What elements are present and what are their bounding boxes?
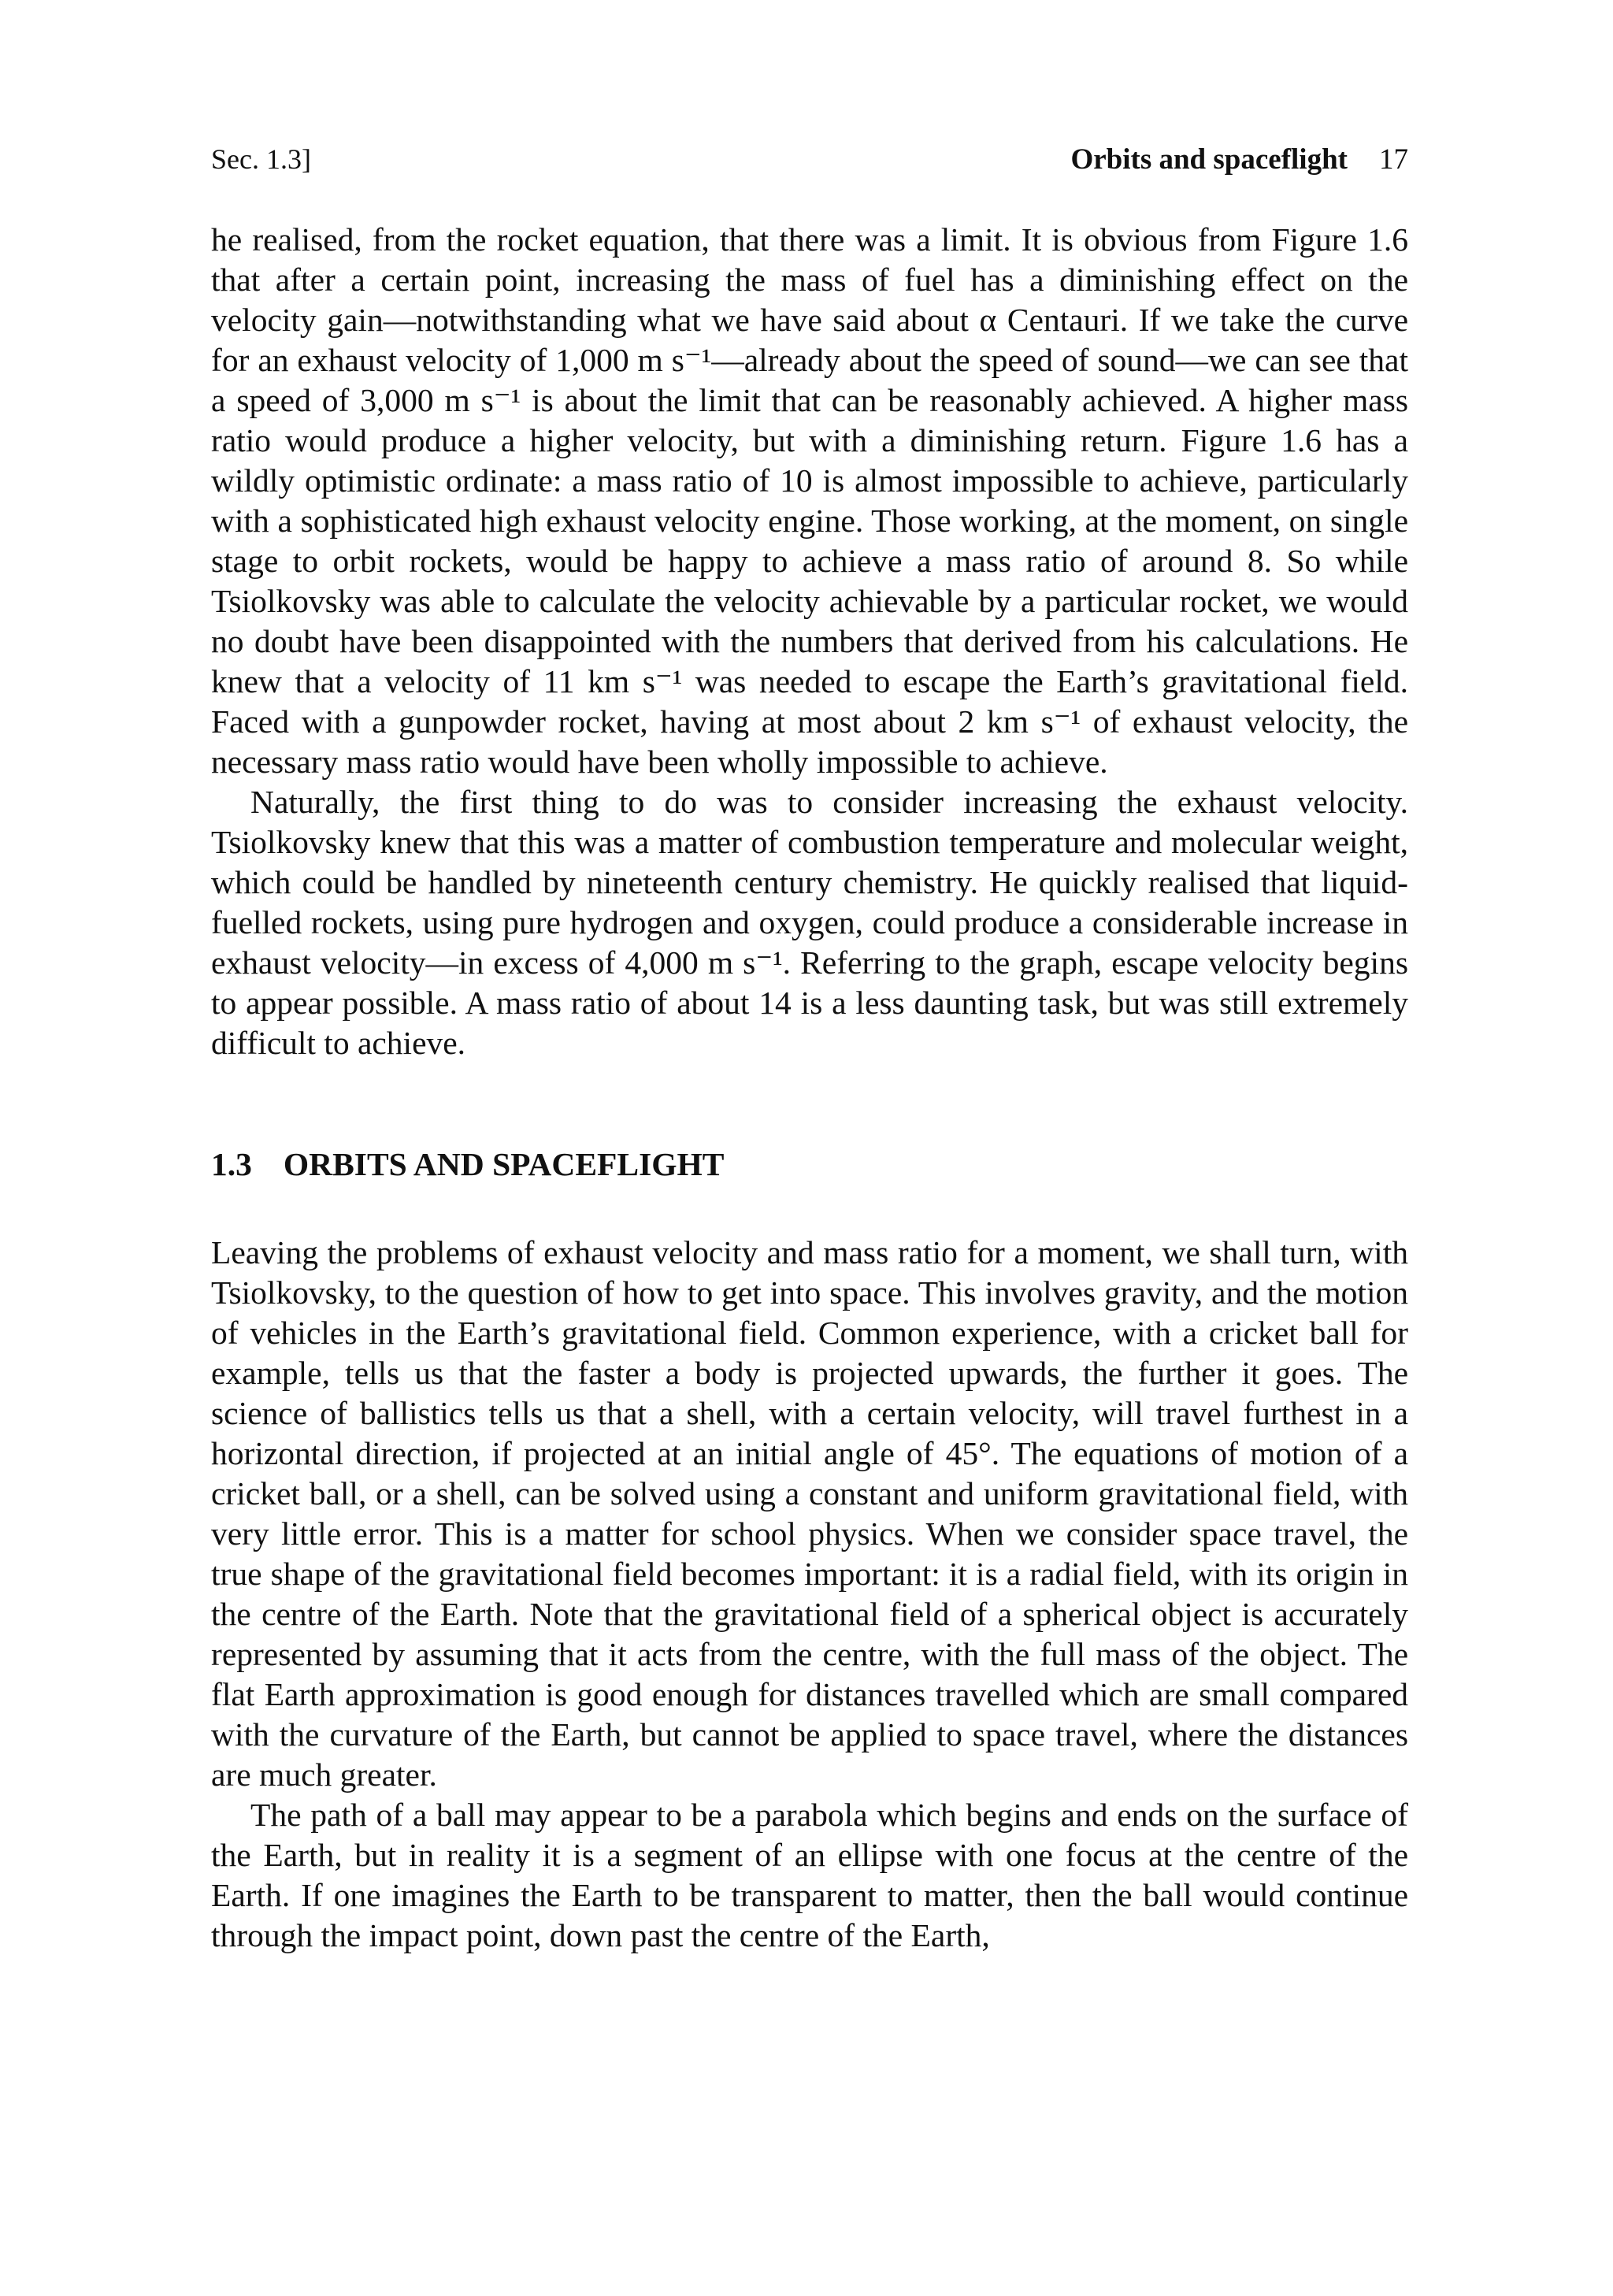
paragraph-gravity: Leaving the problems of exhaust velocity and mass ratio for a moment, we shall turn, with Tsiolkovsky, to the question of how to get into space. This involves gravity, and the motion of vehicles in the Earth’s gravitational field. Common experience, with a cricket ball for example, tells us that the faster a body is projected upwards, the further it goes. The science of ballistics tells us that a shell, with a certain velocity, will travel furthest in a horizontal direction, if projected at an initial angle of 45°. The equations of motion of a cricket ball, or a shell, can be solved using a constant and uniform gravitational field, with very little error. This is a matter for school physics. When we consider space travel, the true shape of the gravitational field becomes important: it is a radial field, with its origin in the centre of the Earth. Note that the gravitational field of a spherical object is accurately represented by assuming that it acts from the centre, with the full mass of the object. The flat Earth approximation is good enough for distances travelled which are small compared with the curvature of the Earth, but cannot be applied to space travel, where the distances are much greater. bbox=[211, 1234, 1408, 1793]
paragraph-ball-path: The path of a ball may appear to be a parabola which begins and ends on the surface of the Earth, but in reality it is a segment of an ellipse with one focus at the centre of the Earth. If one imagines the Earth to be transparent to matter, then the ball would continue through the impact point, down past the centre of the Earth, bbox=[211, 1797, 1408, 1953]
running-head-right bbox=[1070, 141, 1408, 179]
running-head bbox=[211, 140, 1408, 179]
section-reference: Sec. 1.3] bbox=[211, 143, 311, 175]
running-head-title: Orbits and spaceflight bbox=[1070, 143, 1348, 176]
section-number: 1.3 bbox=[211, 1146, 252, 1182]
section-title: ORBITS AND SPACEFLIGHT bbox=[283, 1146, 725, 1182]
paragraph-exhaust-velocity: Naturally, the first thing to do was to consider increasing the exhaust velocity. Tsiolkovsky knew that this was a matter of combustion temperature and molecular weight, which could be handled by nineteenth century chemistry. He quickly realised that liquid-fuelled rockets, using pure hydrogen and oxygen, could produce a considerable increase in exhaust velocity—in excess of 4,000 m s⁻¹. Referring to the graph, escape velocity begins to appear possible. A mass ratio of about 14 is a less daunting task, but was still extremely difficult to achieve. bbox=[211, 784, 1408, 1061]
paragraph-continued: he realised, from the rocket equation, that there was a limit. It is obvious from Figure 1.6 that after a certain point, increasing the mass of fuel has a diminishing effect on the velocity gain—notwithstanding what we have said about α Centauri. If we take the curve for an exhaust velocity of 1,000 m s⁻¹—already about the speed of sound—we can see that a speed of 3,000 m s⁻¹ is about the limit that can be reasonably achieved. A higher mass ratio would produce a higher velocity, but with a diminishing return. Figure 1.6 has a wildly optimistic ordinate: a mass ratio of 10 is almost impossible to achieve, particularly with a sophisticated high exhaust velocity engine. Those working, at the moment, on single stage to orbit rockets, would be happy to achieve a mass ratio of around 8. So while Tsiolkovsky was able to calculate the velocity achievable by a particular rocket, we would no doubt have been disappointed with the numbers that derived from his calculations. He knew that a velocity of 11 km s⁻¹ was needed to escape the Earth’s gravitational field. Faced with a gunpowder rocket, having at most about 2 km s⁻¹ of exhaust velocity, the necessary mass ratio would have been wholly impossible to achieve. bbox=[211, 221, 1408, 780]
section-heading bbox=[211, 1144, 1408, 1185]
book-page bbox=[211, 140, 1408, 1956]
page-number: 17 bbox=[1379, 143, 1408, 176]
